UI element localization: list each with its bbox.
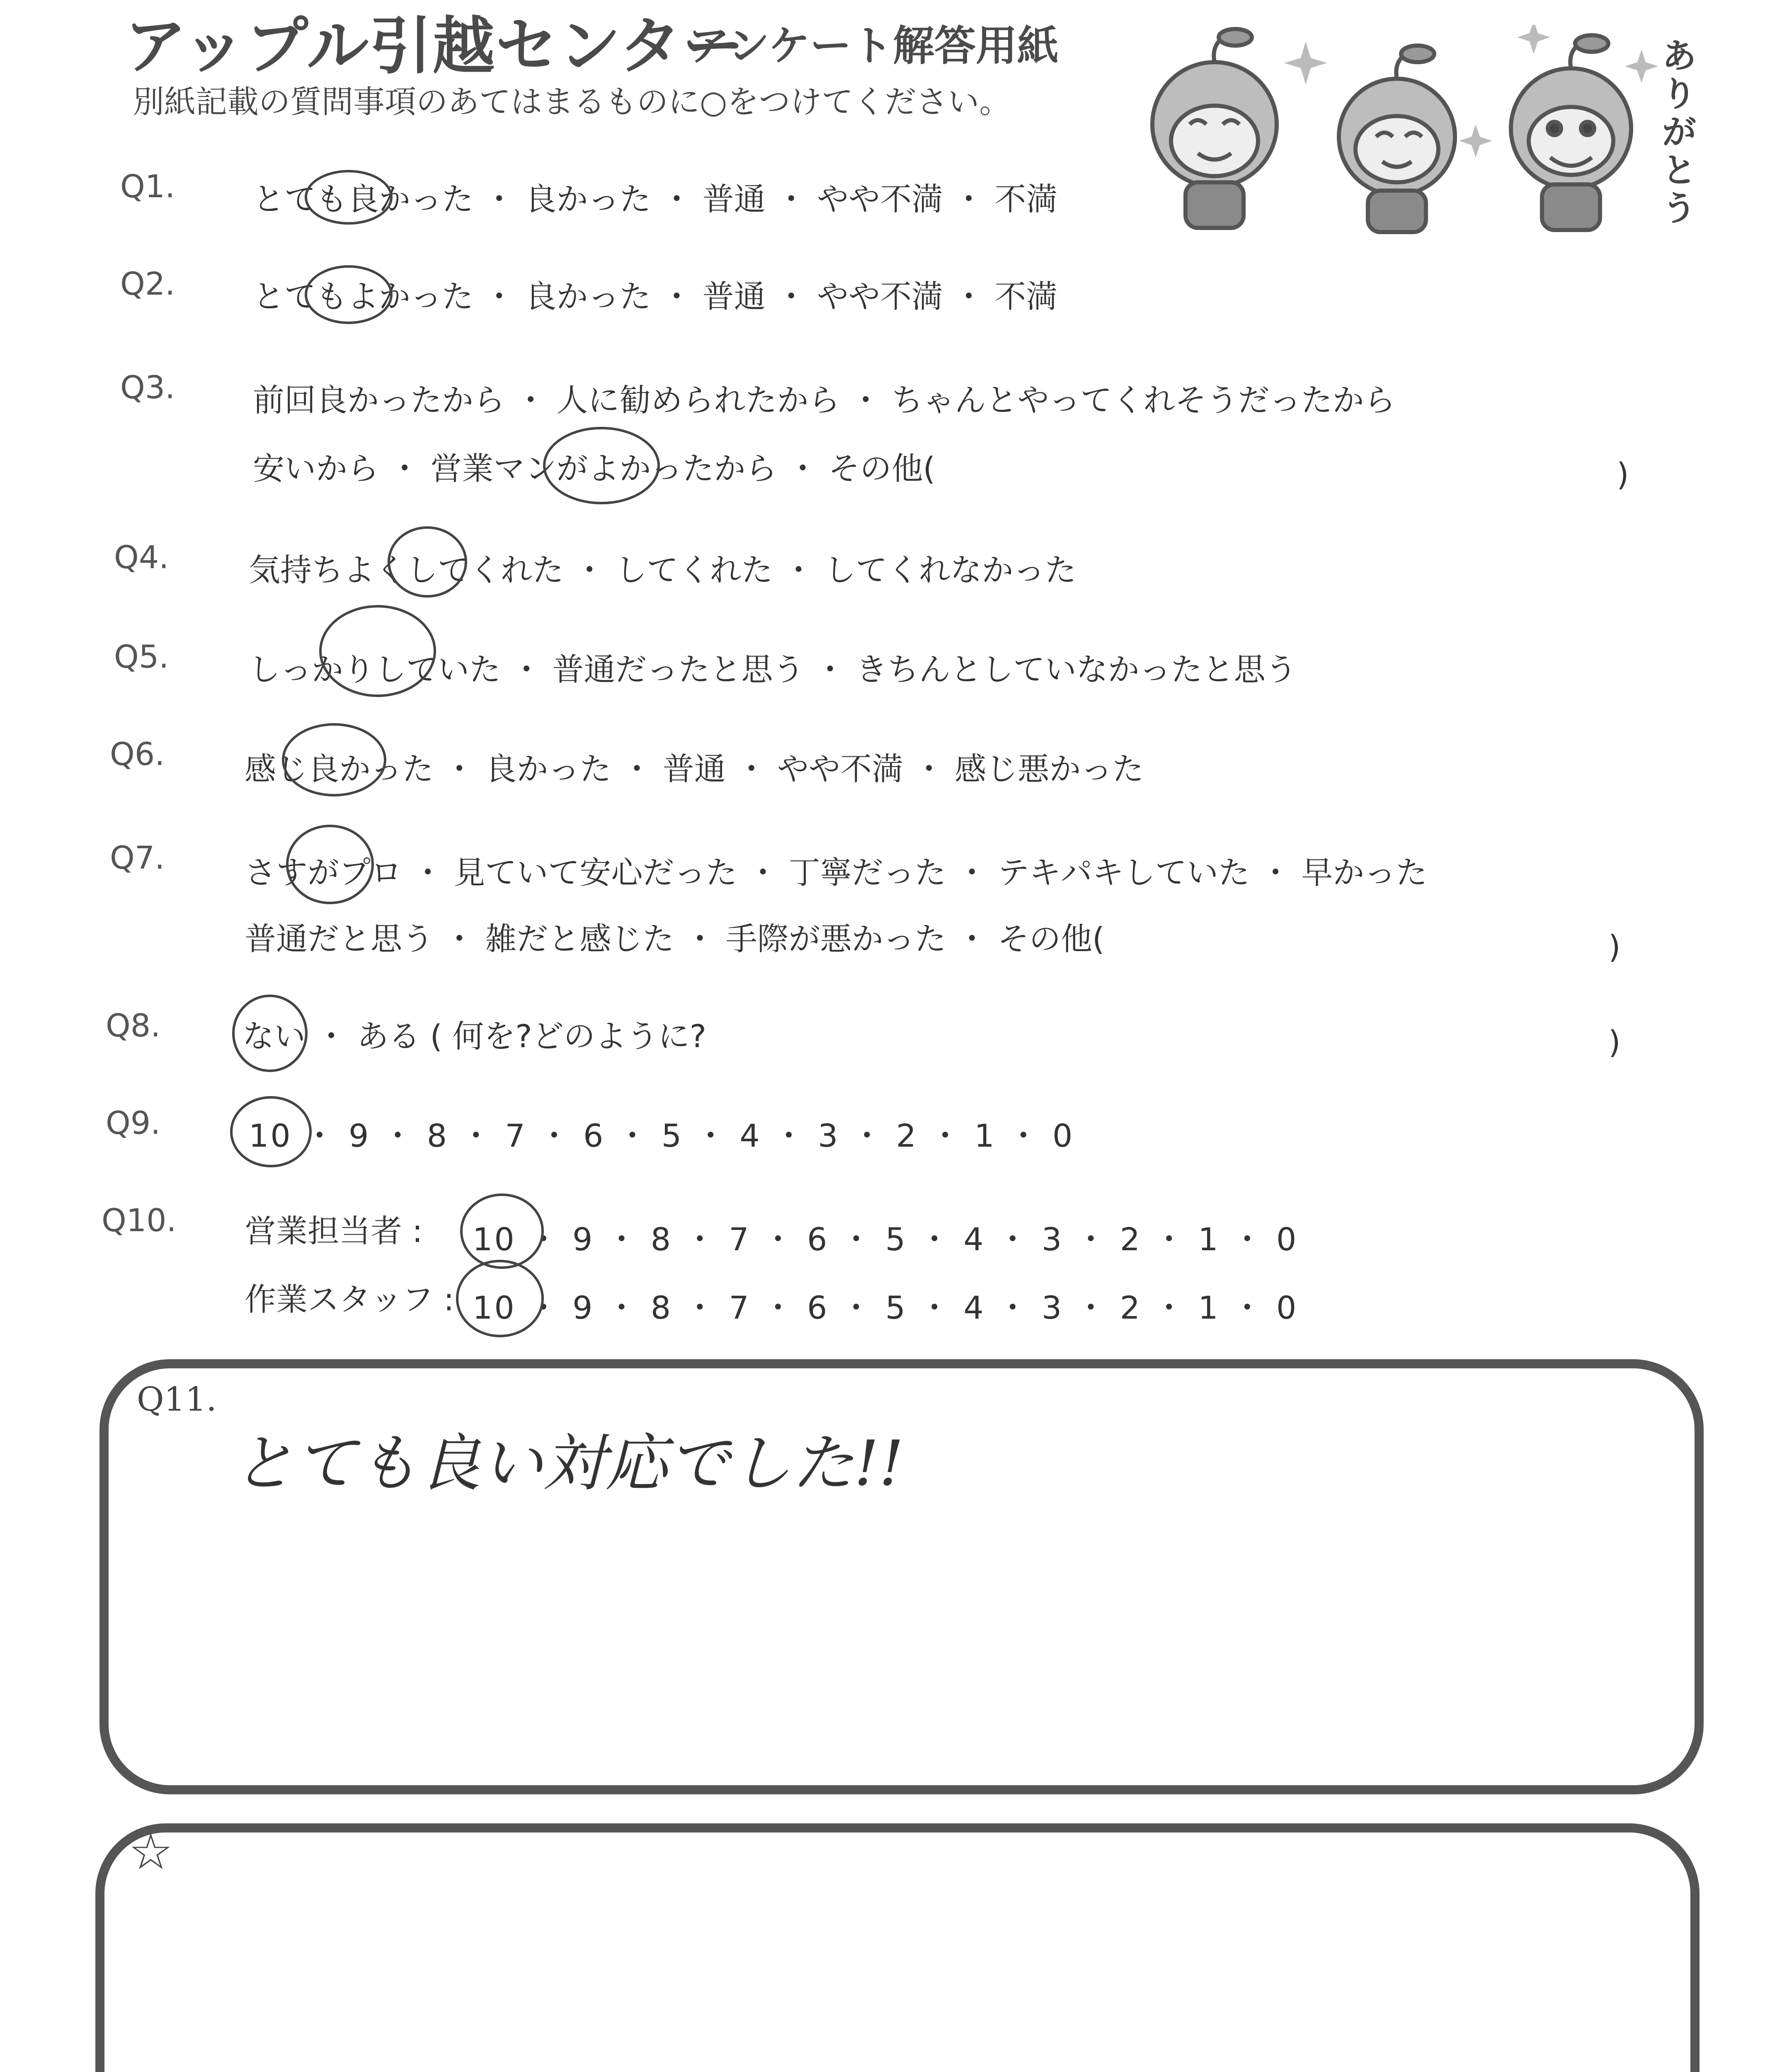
q3-close-paren: ) (1617, 456, 1629, 493)
q8-selection-circle (232, 995, 308, 1072)
q1-number: Q1. (120, 168, 175, 205)
star-label: ☆ (128, 1823, 173, 1881)
q11-handwritten-answer: とても良い対応でした!! (232, 1428, 904, 1500)
q10-staff-selection-circle (456, 1260, 544, 1337)
q7-number: Q7. (110, 839, 165, 876)
q8-close-paren: ) (1608, 1024, 1621, 1060)
q10-number: Q10. (102, 1202, 177, 1239)
q5-options: しっかりしていた ・ 普通だったと思う ・ きちんとしていなかったと思う (249, 651, 1297, 688)
q6-options: 感じ良かった ・ 良かった ・ 普通 ・ やや不満 ・ 感じ悪かった (245, 750, 1144, 787)
q9-selection-circle (230, 1096, 312, 1167)
q1-options: とても良かった ・ 良かった ・ 普通 ・ やや不満 ・ 不満 (253, 181, 1058, 218)
q7-options-line2: 普通だと思う ・ 雑だと感じた ・ 手際が悪かった ・ その他( (245, 920, 1105, 957)
star-comment-box[interactable] (95, 1823, 1700, 2072)
q5-number: Q5. (114, 638, 169, 675)
q3-number: Q3. (120, 369, 175, 406)
q2-number: Q2. (120, 265, 175, 302)
q11-label: Q11. (137, 1380, 217, 1418)
form-title: アップル引越センター (124, 10, 745, 82)
q3-options-line2: 安いから ・ 営業マンがよかったから ・ その他( (253, 450, 936, 487)
monkey-mascots-illustration (1132, 25, 1712, 240)
q1-selection-circle (305, 170, 393, 225)
q10-sales-scale: 10 ・ 9 ・ 8 ・ 7 ・ 6 ・ 5 ・ 4 ・ 3 ・ 2 ・ 1 ・ 0 (473, 1221, 1298, 1258)
q3-options-line1: 前回良かったから ・ 人に勧められたから ・ ちゃんとやってくれそうだったから (253, 382, 1396, 419)
form-subtitle: アンケート解答用紙 (688, 22, 1059, 70)
thanks-vertical-text: ありがとう (1662, 36, 1697, 228)
q2-options: とてもよかった ・ 良かった ・ 普通 ・ やや不満 ・ 不満 (253, 278, 1058, 315)
q3-selection-circle (543, 427, 660, 504)
q4-options: 気持ちよくしてくれた ・ してくれた ・ してくれなかった (249, 552, 1076, 588)
q4-number: Q4. (114, 539, 169, 576)
q6-selection-circle (282, 723, 386, 796)
q10-staff-scale: 10 ・ 9 ・ 8 ・ 7 ・ 6 ・ 5 ・ 4 ・ 3 ・ 2 ・ 1 ・ 0 (473, 1289, 1298, 1326)
q8-options: ない ・ ある ( 何を?どのように? (242, 1018, 706, 1055)
instruction-text: 別紙記載の質問事項のあてはまるものに○をつけてください。 (133, 83, 1011, 120)
q8-number: Q8. (106, 1007, 161, 1044)
q10-staff-label: 作業スタッフ : (245, 1281, 454, 1318)
q7-options-line1: さすがプロ ・ 見ていて安心だった ・ 丁寧だった ・ テキパキしていた ・ 早かった (245, 854, 1428, 891)
q6-number: Q6. (110, 736, 165, 772)
q10-sales-label: 営業担当者 : (245, 1213, 423, 1249)
q4-selection-circle (388, 526, 467, 598)
q7-selection-circle (286, 825, 374, 904)
q2-selection-circle (305, 265, 393, 324)
q5-selection-circle (319, 605, 436, 697)
q10-sales-selection-circle (460, 1193, 544, 1269)
q7-close-paren: ) (1608, 928, 1621, 965)
q9-scale: 10 ・ 9 ・ 8 ・ 7 ・ 6 ・ 5 ・ 4 ・ 3 ・ 2 ・ 1 ・ 0 (249, 1117, 1074, 1154)
q9-number: Q9. (106, 1104, 161, 1141)
